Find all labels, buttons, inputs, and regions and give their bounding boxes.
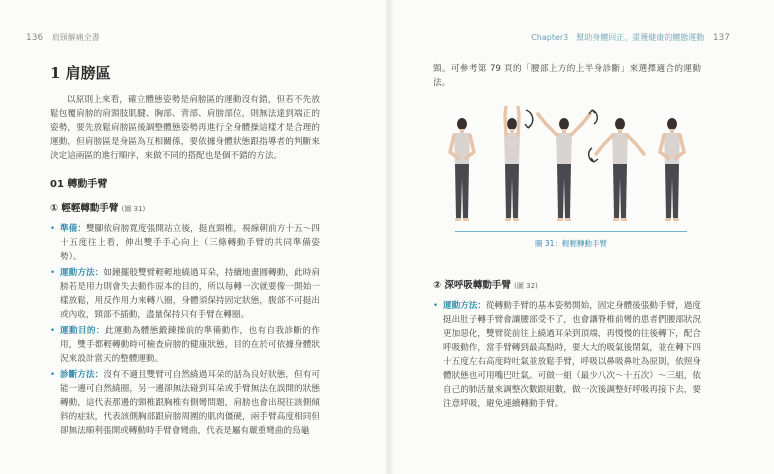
bullet-method bbox=[50, 266, 320, 322]
exercise-1-figure-ref: (圖 31) bbox=[121, 205, 146, 213]
bullet-label: 診斷方法： bbox=[60, 370, 104, 380]
continuation-paragraph: 頸。可參考第 79 頁的「腰部上方的上半身診斷」來選擇適合的運動法。 bbox=[433, 64, 701, 88]
bullet-label: 運動方法： bbox=[60, 268, 104, 278]
bullet-text: 此運動為體態鍛鍊操前的準備動作，也有自我診斷的作用，雙手都輕轉動時可檢查肩膀的健康狀態，目的在於可依據身體狀況來設計當天的整體運動。 bbox=[60, 326, 320, 364]
chapter-title: Chapter3 幫助身體回正、重獲健康的體態運動 bbox=[531, 33, 705, 42]
figure-pose-5 bbox=[660, 118, 684, 221]
exercise-2-block bbox=[433, 277, 701, 413]
page-gutter bbox=[384, 0, 394, 474]
left-page-number: 136 bbox=[26, 33, 44, 43]
bullet-label: 運動目的： bbox=[60, 326, 105, 336]
right-page-number: 137 bbox=[712, 33, 730, 43]
figure-divider bbox=[455, 231, 687, 232]
bullet-diagnosis bbox=[50, 368, 320, 438]
bullet-text: 從轉動手臂的基本姿勢開始，固定身體後張動手臂，過度挺出肚子轉手臂會讓腰部受不了，也會讓脊椎前彎的患者們腰部狀況更加惡化，雙臂從前往上繞過耳朵到頂端，再慢慢的往後轉下，配合呼吸動作，當手臂轉到最高點時，要大大的吸氣後閉氣，並在轉下四十五度左右高度時吐氣並放鬆手臂，呼吸以鼻吸鼻吐為原則，依照身體狀態也可用嘴巴吐氣。可做一組（最少八次～十五次）～三組，依自己的肺活量來調整次數跟組數，做一次後調整好呼吸再接下去，要注意呼吸，避免連續轉動手臂。 bbox=[443, 301, 701, 409]
exercise-2-title bbox=[433, 277, 701, 291]
bullet-text: 如鐘擺般雙臂輕輕地繞過耳朵，持續地畫圓轉動，此時肩膀若是用力則會失去動作原本的目的，所以每轉一次就要像一開始一樣放鬆，用反作用力來轉八圈，身體須保持固定狀態，腹部不可挺出或內收，頸部不插動，盡量保持只有手臂在轉圈。 bbox=[60, 268, 320, 320]
bullet-dot: • bbox=[50, 370, 56, 380]
book-title: 肩頸解痛全書 bbox=[51, 33, 100, 42]
section-title: 1 肩膀區 bbox=[50, 64, 111, 82]
bullet-label: 運動方法： bbox=[443, 301, 486, 311]
bullet-text: 沒有不適且雙臂可自然繞過耳朵的話為良好狀態，但有可能一邊可自然繞圈，另一邊卻無法碰到耳朵或手臂無法在誤開的狀態轉動，這代表那邊的頸椎跟胸椎有側彎問題，肩膀也會出現往該側傾斜的症狀，代表該側胸部跟肩膀周圍的肌肉僵硬，兩手臂高度相同但卻無法順利張開或轉動時手臂會彎曲，代表是屬有嚴重彎曲的烏龜 bbox=[60, 370, 320, 436]
intro-paragraph: 以原則上來看，確立體態姿勢是肩膀區的運動沒有錯，但若不先放鬆包覆肩膀的肩頸肢肌腱、胸部、背部、肩膀部位，則無法達到端正的姿勢，要先放鬆肩膀區後調整體態姿勢再進行全身體操這樣才是合理的運動，但肩膀區是身區為互相關係，要依據身體狀態跟指導者的判斷來決定這兩區的進行順序，來做不同的搭配也是個不錯的方法。 bbox=[50, 95, 320, 161]
bullet-dot: • bbox=[433, 301, 439, 311]
figure-pose-2 bbox=[504, 106, 533, 221]
exercise-1-name: ① 輕輕轉動手臂 bbox=[50, 203, 119, 214]
figure-caption: 圖 31：輕輕轉動手臂 bbox=[535, 239, 607, 248]
figure-pose-1 bbox=[450, 118, 474, 221]
bullet-dot: • bbox=[50, 326, 56, 336]
right-page-continuation bbox=[433, 62, 701, 90]
arm-rotation-figure bbox=[440, 106, 700, 226]
exercise-2-name: ② 深呼吸轉動手臂 bbox=[433, 280, 511, 291]
bullet-dot: • bbox=[50, 268, 56, 278]
left-page-header bbox=[26, 32, 100, 43]
exercise-2-figure-ref: (圖 32) bbox=[514, 282, 538, 290]
bullet-label: 準備： bbox=[60, 224, 87, 234]
exercise-1-title bbox=[50, 200, 320, 214]
figure-pose-3 bbox=[538, 110, 597, 221]
bullet-dot: • bbox=[50, 224, 56, 234]
bullet-text: 雙腳依肩膀寬度張開站立後，挺直頸椎，視線朝前方十五～四十五度往上看，伸出雙手手心向上（三條轉動手臂的共同準備姿勢）。 bbox=[60, 224, 320, 262]
bullet-method-2 bbox=[433, 299, 701, 411]
left-page-content bbox=[50, 62, 320, 440]
figure-pose-4 bbox=[589, 118, 644, 221]
subsection-title: 01 轉動手臂 bbox=[50, 179, 108, 190]
right-page-header bbox=[531, 32, 730, 43]
bullet-purpose bbox=[50, 324, 320, 366]
bullet-preparation bbox=[50, 222, 320, 264]
